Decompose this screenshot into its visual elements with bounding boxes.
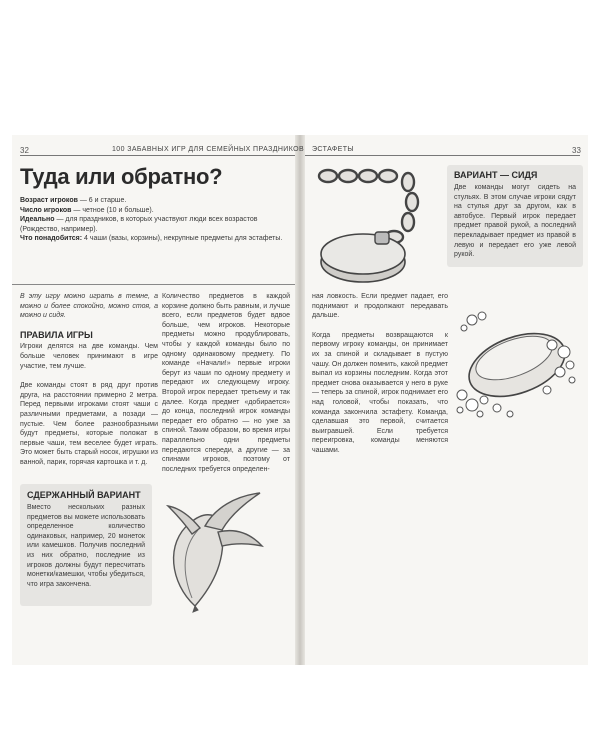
column-2-text: Количество предметов в каждой корзине должно быть равным, и лучше всего, если предметов будет вдвое больше, чем игроков. Некоторые предметы можно продублировать, чтобы у каждой команды было по одному одинаковому предмету. По команде «Начали!» первые игроки берут из чаши по одному предмету и передают их следующему игроку. Второй игрок передает третьему и так далее. Когда предмет «добирается» до конца, последний игрок команды передает его обратно — но уже за спиной. Таким образом, во время игры параллельно одни предметы передаются спереди, а другие — за спинами игроков, поэтому от последних требуется определен- [162,293,290,473]
sitting-variant-title: ВАРИАНТ — СИДЯ [454,170,538,180]
rules-heading: ПРАВИЛА ИГРЫ [20,329,93,340]
right-paragraph-1: ная ловкость. Если предмет падает, его поднимают и продолжают передавать дальше. [312,293,448,320]
left-column-1 [20,292,158,478]
restrained-variant-text: Вместо нескольких разных предметов вы можете использовать определенное количество одинаковых, например, 20 монеток или камешков. Получив последний из них обратно, последние из игроков должны будут пересчитать монетки/камешки, чтобы убедиться, что игра закончена. [27,504,145,588]
sitting-variant-text: Две команды могут сидеть на стульях. В этом случае игроки сядут на стулья друг за другом, как в автобусе. Первый игрок передает предмет правой рукой, а последний перекладывает предмет из правой в левую и передает его уже левой рукой. [454,184,576,259]
section-divider [12,284,295,285]
book-gutter [295,135,305,665]
right-page-number: 33 [572,146,581,155]
plug-chain-illustration [308,162,443,292]
soap-bubbles-illustration [452,310,582,425]
rules-paragraph-1: Игроки делятся на две команды. Чем больше человек принимают в игре участие, тем лучше. [20,343,158,370]
restrained-variant-box [20,484,152,606]
right-running-header: ЭСТАФЕТЫ [312,146,354,153]
meta-ideal: Идеально — для праздников, в которых участвуют люди всех возрастов (Рождество, например). [20,216,258,233]
banana-illustration [160,488,270,613]
left-page-number: 32 [20,146,29,155]
sitting-variant-box [447,165,583,267]
game-meta [20,196,285,244]
meta-needs: Что понадобится: 4 чаши (вазы, корзины), некрупные предметы для эстафеты. [20,235,283,242]
left-header-rule [20,155,295,156]
lead-paragraph: В эту игру можно играть в темне, а можно и более спокойно, можно стоя, а можно и сидя. [20,293,158,320]
right-column-1 [312,292,448,466]
left-column-2 [162,292,290,484]
rules-paragraph-2: Две команды стоят в ряд друг против друга, на расстоянии примерно 2 метра. Перед первыми игроками стоят чаши с различными предметами, а позади — пустые. Чем более разнообразными будут предметы, которые положат в первые чаши, тем веселее будет играть. Это может быть старый носок, игрушки из ванной, парик, горячая картошка и т. д. [20,382,158,466]
right-paragraph-2: Когда предметы возвращаются к первому игроку команды, он принимает их за спиной и складывает в пустую чашу. Он должен помнить, какой предмет выпал из корзины последним. Когда этот предмет снова оказывается у него в руке — теперь за спиной, игрок поднимает его над головой, чтобы показать, что команда закончила эстафету. Команда, сделавшая это первой, считается выигравшей. Если требуется переигровка, команды меняются чашами. [312,331,448,454]
page-title: Туда или обратно? [20,164,223,189]
restrained-variant-title: СДЕРЖАННЫЙ ВАРИАНТ [27,490,141,500]
meta-players: Число игроков — четное (10 и больше). [20,206,154,214]
right-header-rule [305,155,580,156]
meta-age: Возраст игроков — 6 и старше. [20,197,127,204]
left-running-header: 100 ЗАБАВНЫХ ИГР ДЛЯ СЕМЕЙНЫХ ПРАЗДНИКОВ [112,146,305,153]
